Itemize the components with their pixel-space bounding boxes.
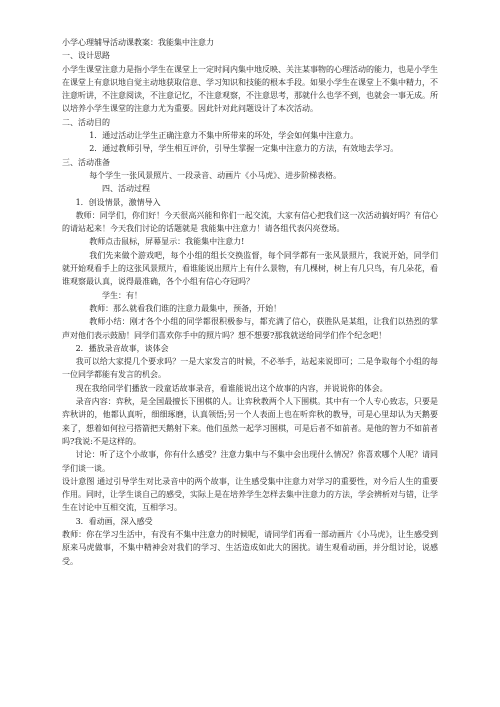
paragraph-animation: 教师：你在学习生活中，有没有不集中注意力的时候呢，请同学们再看一部动画片《小马虎》，让生感受到原来马虎做事，不集中精神会对我们的学习、生活造成如此大的困扰。请生观看动画，并分组讨论，说感受。 <box>62 529 438 566</box>
subheading-recording: 2．播放录音故事，谈体会 <box>75 343 169 353</box>
paragraph-intro-3: 我们先来做个游戏吧，每个小组的组长交换监督，每个同学都有一张风景照片，我说开始，同学们就开始观看手上的这张风景照片，看谁能说出照片上有什么景物，有几棵树，树上有几只鸟，有几朵花，看谁观察最认真，说得最准确，各个小组有信心夺冠吗？ <box>62 250 438 287</box>
section-heading-design: 一、设计思路 <box>62 51 110 61</box>
section-heading-process: 四、活动过程 <box>102 184 150 194</box>
paragraph-purpose-1: 1．通过活动让学生正确注意力不集中所带来的坏处，学会如何集中注意力。 <box>89 131 359 141</box>
paragraph-preparation: 每个学生一张风景照片、一段录音、动画片《小马虎》、进步阶梯表格。 <box>89 170 342 180</box>
subheading-intro: 1．创设情景，激情导入 <box>75 197 161 207</box>
paragraph-recording-4: 讨论：听了这个小故事，你有什么感受？注意力集中与不集中会出现什么情况？你喜欢哪个人呢？请同学们谈一谈。 <box>62 450 438 473</box>
paragraph-intro-4: 学生：有！ <box>102 290 142 300</box>
paragraph-recording-2: 现在我给同学们播放一段童话故事录音，看谁能说出这个故事的内容，并说说你的体会。 <box>75 383 388 393</box>
subheading-animation: 3．看动画，深入感受 <box>75 516 153 526</box>
paragraph-recording-1: 我可以给大家提几个要求吗？一是大家发言的时候，不必举手，站起来说即可；二是争取每个小组的每一位同学都能有发言的机会。 <box>62 357 438 380</box>
paragraph-intro-6: 教师小结：刚才各个小组的同学都很积极参与，都充满了信心，获胜队是某组，让我们以热烈的掌声对他们表示鼓励！同学们喜欢你手中的照片吗？想不想要?那我就送给同学们作个纪念吧！ <box>62 317 438 340</box>
paragraph-design: 小学生课堂注意力是指小学生在课堂上一定时间内集中地反映、关注某事物的心理活动的能力，也是小学生在课堂上有意识地自觉主动地获取信息、学习知识和技能的根本手段。如果小学生在课堂上不集中精力，不注意听讲，不注意阅读，不注意记忆，不注意观察，不注意思考，那就什么也学不到，也就会一事无成。所以培养小学生课堂的注意力尤为重要。因此针对此问题设计了本次活动。 <box>62 64 438 114</box>
section-heading-purpose: 二、活动目的 <box>62 117 110 127</box>
section-heading-preparation: 三、活动准备 <box>62 157 110 167</box>
paragraph-intro-1: 教师：同学们，你们好！今天很高兴能和你们一起交流，大家有信心把我们这一次活动搞好吗？有信心的请站起来！今天我们讨论的话题就是 我能集中注意力！请各组代表闪亮登场。 <box>62 210 438 234</box>
paragraph-purpose-2: 2．通过教师引导，学生相互评价，引导生掌握一定集中注意力的方法，有效地去学习。 <box>89 144 399 154</box>
paragraph-design-intent: 设计意图 通过引导学生对比录音中的两个故事，让生感受集中注意力对学习的重要性，对今后人生的重要作用。同时，让学生谈自己的感受，实际上是在培养学生怎样去集中注意力的方法，学会辨析对与错，让学生在讨论中互相交流，互相学习。 <box>62 476 438 513</box>
document-title: 小学心理辅导活动课教案：我能集中注意力 <box>62 38 214 47</box>
paragraph-intro-2: 教师点击鼠标，屏幕显示：我能集中注意力! <box>89 237 245 247</box>
document-body <box>62 36 438 568</box>
paragraph-intro-5: 教师：那么就看我们谁的注意力最集中，预备，开始！ <box>89 303 282 313</box>
paragraph-recording-3: 录音内容：弈秋，是全国最擅长下围棋的人。让弈秋教两个人下围棋。其中有一个人专心致志，只要是弈秋讲的，他都认真听，细细琢磨，认真领悟;另一个人表面上也在听弈秋的教导，可是心里却认为天鹅要来了，想着如何拉弓搭箭把天鹅射下来。他们虽然一起学习围棋，可是后者不如前者。是他的智力不如前者吗?我说:不是这样的。 <box>62 397 438 446</box>
